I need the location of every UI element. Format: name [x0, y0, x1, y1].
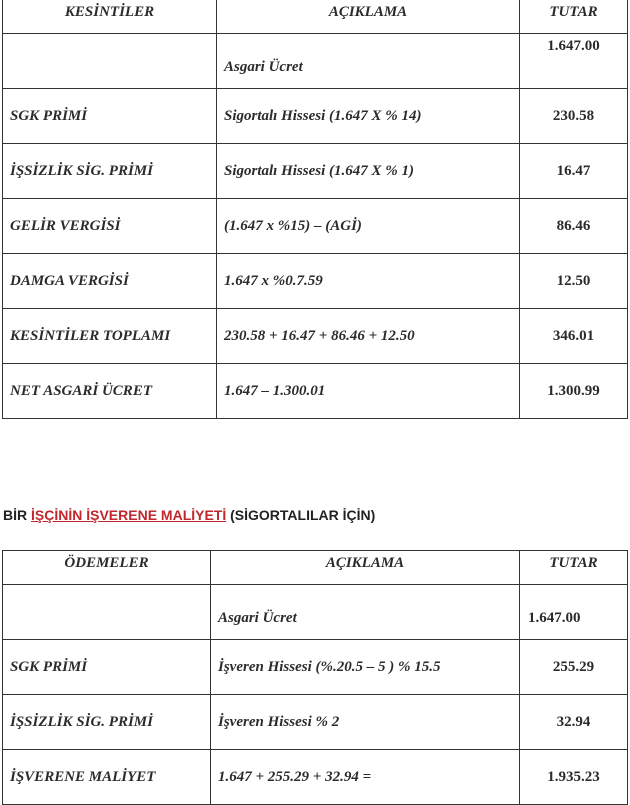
table-row [3, 309, 628, 364]
table-row [3, 695, 628, 750]
employer-cost-link[interactable]: İŞÇİNİN İŞVERENE MALİYETİ [31, 507, 227, 523]
item-cell: İŞSİZLİK SİG. PRİMİ [3, 695, 211, 750]
amount-cell: 16.47 [520, 144, 628, 199]
table-row [3, 144, 628, 199]
description-cell: 1.647 + 255.29 + 32.94 = [211, 750, 520, 805]
amount-cell: 1.935.23 [520, 750, 628, 805]
section-heading [3, 507, 375, 523]
description-cell: Sigortalı Hissesi (1.647 X % 14) [217, 89, 520, 144]
table-row [3, 364, 628, 419]
amount-cell: 32.94 [520, 695, 628, 750]
table-row [3, 750, 628, 805]
header-description: AÇIKLAMA [211, 551, 520, 585]
table-row [3, 34, 628, 89]
item-cell: GELİR VERGİSİ [3, 199, 217, 254]
amount-cell: 86.46 [520, 199, 628, 254]
amount-cell: 230.58 [520, 89, 628, 144]
amount-cell: 12.50 [520, 254, 628, 309]
item-cell: SGK PRİMİ [3, 640, 211, 695]
employer-cost-table [2, 550, 628, 805]
header-description: AÇIKLAMA [217, 0, 520, 34]
description-cell: 1.647 x %0.7.59 [217, 254, 520, 309]
description-cell: 230.58 + 16.47 + 86.46 + 12.50 [217, 309, 520, 364]
header-amount: TUTAR [520, 0, 628, 34]
amount-cell: 1.647.00 [520, 34, 628, 89]
description-cell: Asgari Ücret [217, 34, 520, 89]
amount-cell: 255.29 [520, 640, 628, 695]
amount-cell: 346.01 [520, 309, 628, 364]
table-header-row [3, 551, 628, 585]
description-cell: İşveren Hissesi (%.20.5 – 5 ) % 15.5 [211, 640, 520, 695]
deductions-table [2, 0, 628, 419]
table-row [3, 640, 628, 695]
header-amount: TUTAR [520, 551, 628, 585]
item-cell: NET ASGARİ ÜCRET [3, 364, 217, 419]
table-row [3, 585, 628, 640]
header-payments: ÖDEMELER [3, 551, 211, 585]
heading-prefix: BİR [3, 507, 31, 523]
description-cell: Asgari Ücret [211, 585, 520, 640]
amount-cell: 1.300.99 [520, 364, 628, 419]
heading-suffix: (SİGORTALILAR İÇİN) [226, 507, 376, 523]
item-cell: İŞVERENE MALİYET [3, 750, 211, 805]
description-cell: 1.647 – 1.300.01 [217, 364, 520, 419]
amount-cell: 1.647.00 [520, 585, 628, 640]
description-cell: (1.647 x %15) – (AGİ) [217, 199, 520, 254]
description-cell: Sigortalı Hissesi (1.647 X % 1) [217, 144, 520, 199]
item-cell: İŞSİZLİK SİG. PRİMİ [3, 144, 217, 199]
table-row [3, 254, 628, 309]
item-cell: KESİNTİLER TOPLAMI [3, 309, 217, 364]
item-cell [3, 34, 217, 89]
item-cell: SGK PRİMİ [3, 89, 217, 144]
item-cell: DAMGA VERGİSİ [3, 254, 217, 309]
table-row [3, 89, 628, 144]
table-header-row [3, 0, 628, 34]
item-cell [3, 585, 211, 640]
description-cell: İşveren Hissesi % 2 [211, 695, 520, 750]
header-deductions: KESİNTİLER [3, 0, 217, 34]
table-row [3, 199, 628, 254]
